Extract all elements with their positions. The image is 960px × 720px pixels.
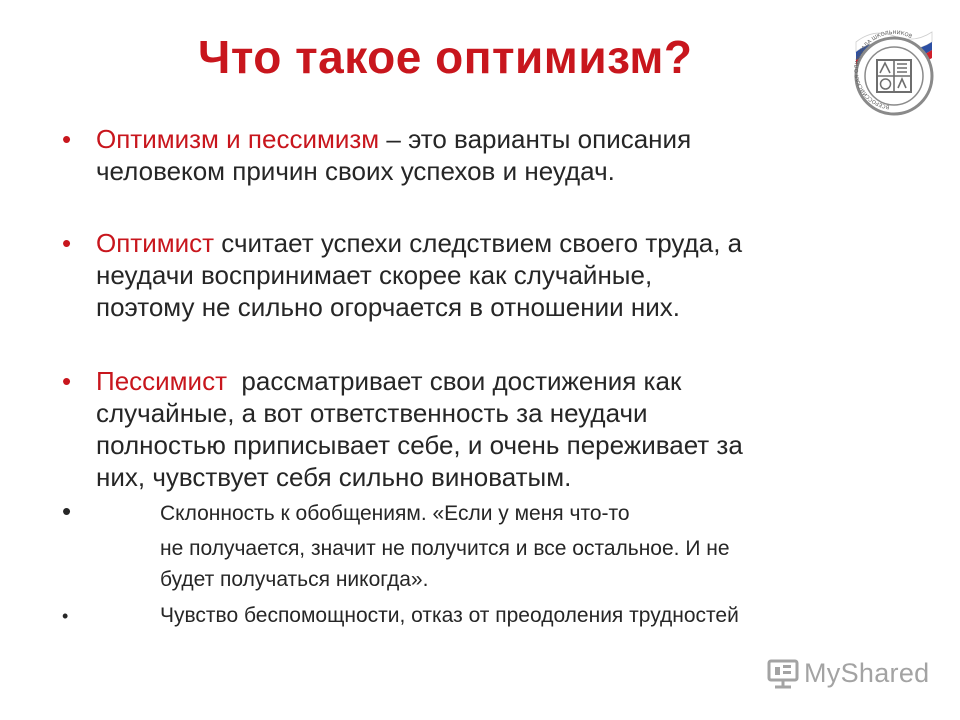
item-4-line-2: не получается, значит не получится и все остальное. И не	[160, 537, 730, 560]
bullet-marker: •	[62, 228, 72, 258]
item-1-line-2: человеком причин своих успехов и неудач.	[96, 156, 615, 186]
item-3-line-3: полностью приписывает себе, и очень переживает за	[96, 430, 743, 460]
olympiad-logo	[846, 20, 942, 120]
item-4-line-1: Склонность к обобщениям. «Если у меня что-то	[160, 502, 630, 525]
watermark-text: MyShared	[804, 658, 930, 688]
item-1-text: – это варианты описания	[379, 124, 692, 154]
bullet-marker: •	[62, 366, 72, 396]
item-3-line-2: случайные, а вот ответственность за неудачи	[96, 398, 648, 428]
item-2-line-1	[96, 226, 742, 260]
item-1-line-1	[96, 122, 691, 156]
item-4-line-3: будет получаться никогда».	[160, 568, 429, 591]
item-2-line-3: поэтому не сильно огорчается в отношении них.	[96, 292, 680, 322]
presentation-icon	[766, 658, 800, 690]
item-2-highlight: Оптимист	[96, 228, 215, 258]
item-3-text: рассматривает свои достижения как	[226, 366, 682, 396]
slide-title: Что такое оптимизм?	[198, 31, 693, 83]
item-2-text: считает успехи следствием своего труда, а	[214, 228, 743, 258]
item-3-line-4: них, чувствует себя сильно виноватым.	[96, 462, 572, 492]
bullet-marker: •	[62, 124, 72, 154]
item-5-line-1: Чувство беспомощности, отказ от преодоления трудностей	[160, 604, 739, 627]
item-3-line-1	[96, 364, 681, 398]
item-2-line-2: неудачи воспринимает скорее как случайные,	[96, 260, 653, 290]
item-3-highlight: Пессимист	[96, 366, 227, 396]
bullet-marker: •	[62, 606, 69, 626]
item-1-highlight: Оптимизм и пессимизм	[96, 124, 380, 154]
logo-ring-text: ВСЕРОССИЙСКАЯ ОЛИМПИАДА ШКОЛЬНИКОВ	[854, 29, 913, 110]
bullet-marker: •	[62, 496, 72, 526]
